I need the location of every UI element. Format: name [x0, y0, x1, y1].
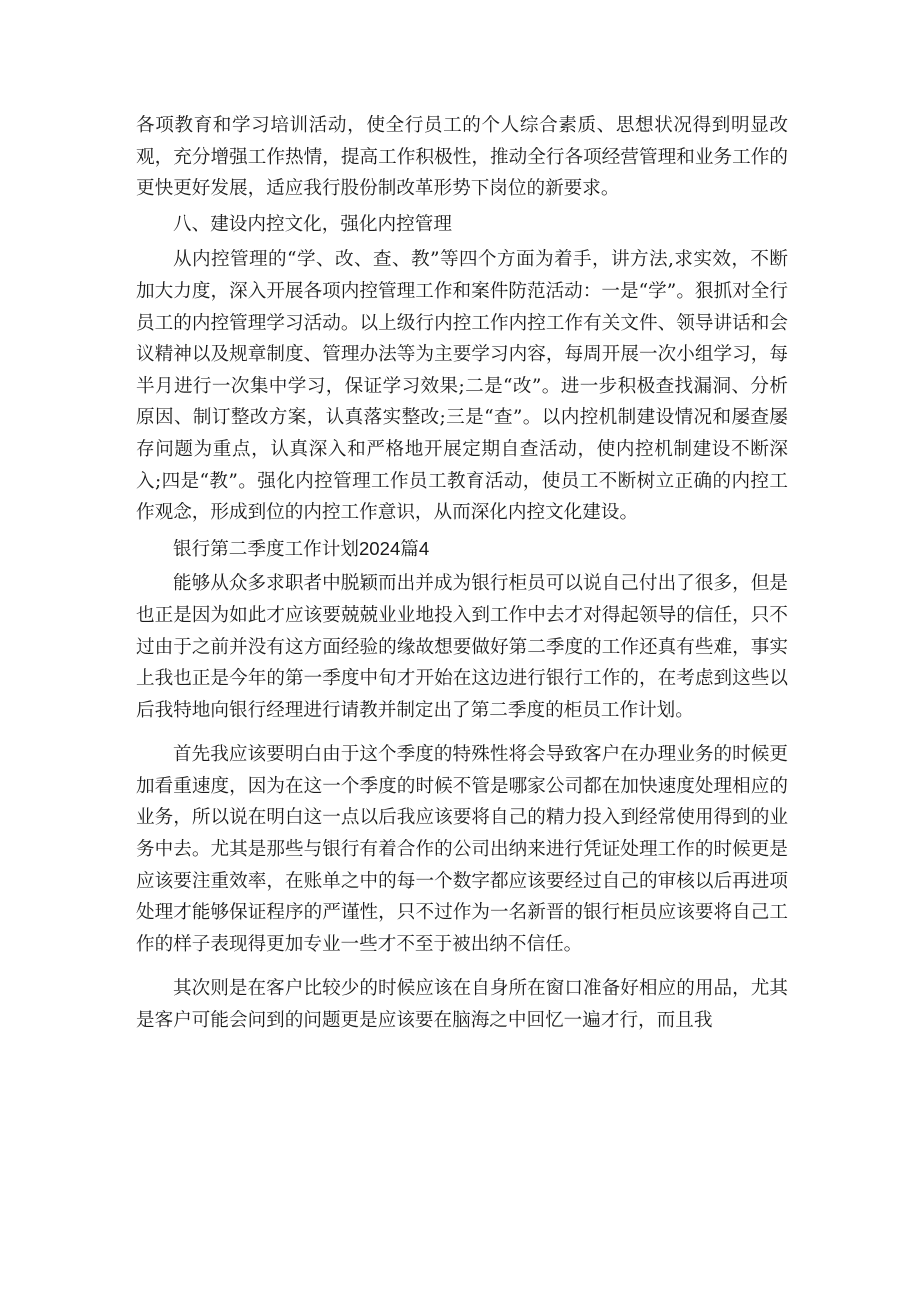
paragraph-continued: 各项教育和学习培训活动，使全行员工的个人综合素质、思想状况得到明显改观，充分增强工作热情，提高工作积极性，推动全行各项经营管理和业务工作的更快更好发展，适应我行股份制改革形势下岗位的新要求。	[136, 115, 788, 200]
paragraph-3: 其次则是在客户比较少的时候应该在自身所在窗口准备好相应的用品，尤其是客户可能会问到的问题更是应该要在脑海之中回忆一遍才行，而且我	[136, 978, 788, 1032]
paragraph-internal-control: 从内控管理的“学、改、查、教”等四个方面为着手，讲方法,求实效，不断加大力度，深入开展各项内控管理工作和案件防范活动：一是“学”。狠抓对全行员工的内控管理学习活动。以上级行内控工作内控工作有关文件、领导讲话和会议精神以及规章制度、管理办法等为主要学习内容，每周开展一次小组学习，每半月进行一次集中学习，保证学习效果;二是“改”。进一步积极查找漏洞、分析原因、制订整改方案，认真落实整改;三是“查”。以内控机制建设情况和屡查屡存问题为重点，认真深入和严格地开展定期自查活动，使内控机制建设不断深入;四是“教”。强化内控管理工作员工教育活动，使员工不断树立正确的内控工作观念，形成到位的内控工作意识，从而深化内控文化建设。	[136, 249, 788, 524]
section-heading-internal-control: 八、建设内控文化，强化内控管理	[173, 213, 452, 235]
paragraph-1: 能够从众多求职者中脱颖而出并成为银行柜员可以说自己付出了很多，但是也正是因为如此才应该要兢兢业业地投入到工作中去才对得起领导的信任，只不过由于之前并没有这方面经验的缘故想要做好第二季度的工作还真有些难，事实上我也正是今年的第一季度中旬才开始在这边进行银行工作的，在考虑到这些以后我特地向银行经理进行请教并制定出了第二季度的柜员工作计划。	[136, 573, 788, 721]
paragraph-2: 首先我应该要明白由于这个季度的特殊性将会导致客户在办理业务的时候更加看重速度，因为在这一个季度的时候不管是哪家公司都在加快速度处理相应的业务，所以说在明白这一点以后我应该要将自己的精力投入到经常使用得到的业务中去。尤其是那些与银行有着合作的公司出纳来进行凭证处理工作的时候更是应该要注重效率，在账单之中的每一个数字都应该要经过自己的审核以后再进项处理才能够保证程序的严谨性，只不过作为一名新晋的银行柜员应该要将自己工作的样子表现得更加专业一些才不至于被出纳不信任。	[136, 744, 788, 955]
document-page	[136, 110, 788, 1037]
section-title: 银行第二季度工作计划2024篇4	[173, 537, 430, 559]
